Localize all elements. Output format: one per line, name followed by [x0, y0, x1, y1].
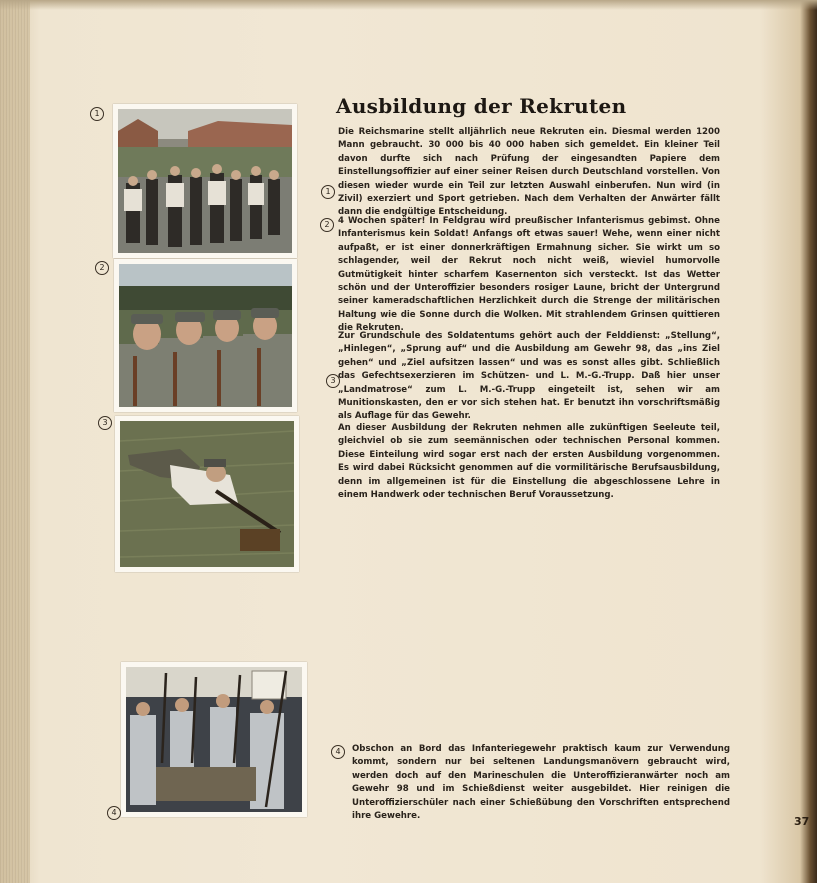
text-marker-1: 1	[321, 185, 335, 199]
paragraph-field-service: Zur Grundschule des Soldatentums gehört auch der Felddienst: „Stellung“, „Hinlegen“, „Sprung auf“ und die Ausbildung am Gewehr 98, das „ins Ziel gehen“ und „Ziel aufsitzen lassen“ und was es sonst alles gibt. Schließlich das Gefechtsexerzieren im Schützen- und L. M.-G.-Trupp. Daß hier unser „Landmatrose“ zum L. M.-G.-Trupp eingeteilt ist, sehen wir am Munitionskasten, den er vor sich stehen hat. Er benutzt ihn vorschriftsmäßig als Auflage für das Gewehr.	[338, 331, 720, 422]
paragraph-training-scope: An dieser Ausbildung der Rekruten nehmen alle zukünftigen Seeleute teil, gleichviel ob sie zum seemännischen oder technischen Personal kommen. Diese Einteilung wird sogar erst nach der ersten Ausbildung vorgenommen. Es wird dabei Rücksicht genommen auf die vormilitärische Berufsausbildung, denn im allgemeinen ist für die Einstellung die abgeschlossene Lehre in einem Handwerk oder technischen Beruf Voraussetzung.	[338, 423, 720, 501]
page-number: 37	[794, 815, 810, 828]
photo-recruit-prone-image	[120, 421, 294, 567]
page-title: Ausbildung der Rekruten	[336, 94, 627, 118]
photo-marker-1: 1	[90, 107, 104, 121]
text-marker-2: 2	[320, 218, 334, 232]
text-marker-4: 4	[331, 745, 345, 759]
photo-marker-4: 4	[107, 806, 121, 820]
photo-marker-3: 3	[98, 416, 112, 430]
photo-marker-2: 2	[95, 261, 109, 275]
photo-recruits-field-grey-image	[119, 264, 292, 407]
photo-cleaning-rifles	[121, 662, 307, 817]
paragraph-infantry-drill: 4 Wochen später! In Feldgrau wird preußischer Infanterismus gebimst. Ohne Infanterismus kein Soldat! Anfangs oft etwas sauer! Wehe, wenn einer nicht aufpaßt, er ist einer donnerkräftigen Ermahnung sicher. Sie wirkt um so schlagender, weil der Rekrut noch nicht weiß, wieviel humorvolle Gutmütigkeit hinter scharfem Kasernenton sich versteckt. Ist das Wetter schön und der Unteroffizier besonders rosiger Laune, bricht der Untergrund seiner kameradschaftlichen Herzlichkeit durch die Strenge der militärischen Haltung wie die Sonne durch die Wolken. Mit strahlendem Grinsen quittieren die Rekruten.	[338, 216, 720, 334]
photo-cleaning-rifles-image	[126, 667, 302, 812]
page-stack-edges	[0, 0, 30, 883]
photo-recruits-civilian	[113, 104, 297, 258]
photo-recruit-prone	[115, 416, 299, 572]
paragraph-recruitment: Die Reichsmarine stellt alljährlich neue Rekruten ein. Diesmal werden 1200 Mann gebraucht. 30 000 bis 40 000 haben sich gemeldet. Ein kleiner Teil davon durfte sich nach Prüfung der eingesandten Papiere dem Einstellungsoffizier auf einer seiner Reisen durch Deutschland vorstellen. Von diesen wieder wurde ein Teil zur letzten Auswahl einberufen. Nun wird (in Zivil) exerziert und Sport getrieben. Nach dem Verhalten der Anwärter fällt dann die endgültige Entscheidung.	[338, 127, 720, 218]
photo-recruits-field-grey	[114, 259, 297, 412]
page-top-shadow	[0, 0, 817, 10]
text-marker-3: 3	[326, 374, 340, 388]
paragraph-rifle-cleaning: Obschon an Bord das Infanteriegewehr praktisch kaum zur Verwendung kommt, sondern nur bei seltenen Landungsmanövern gebraucht wird, werden doch auf den Marineschulen die Unteroffizieranwärter noch am Gewehr 98 und im Schießdienst weiter ausgebildet. Hier reinigen die Unteroffizierschüler nach einer Schießübung den Vorschriften entsprechend ihre Gewehre.	[352, 744, 730, 822]
photo-recruits-civilian-image	[118, 109, 292, 253]
